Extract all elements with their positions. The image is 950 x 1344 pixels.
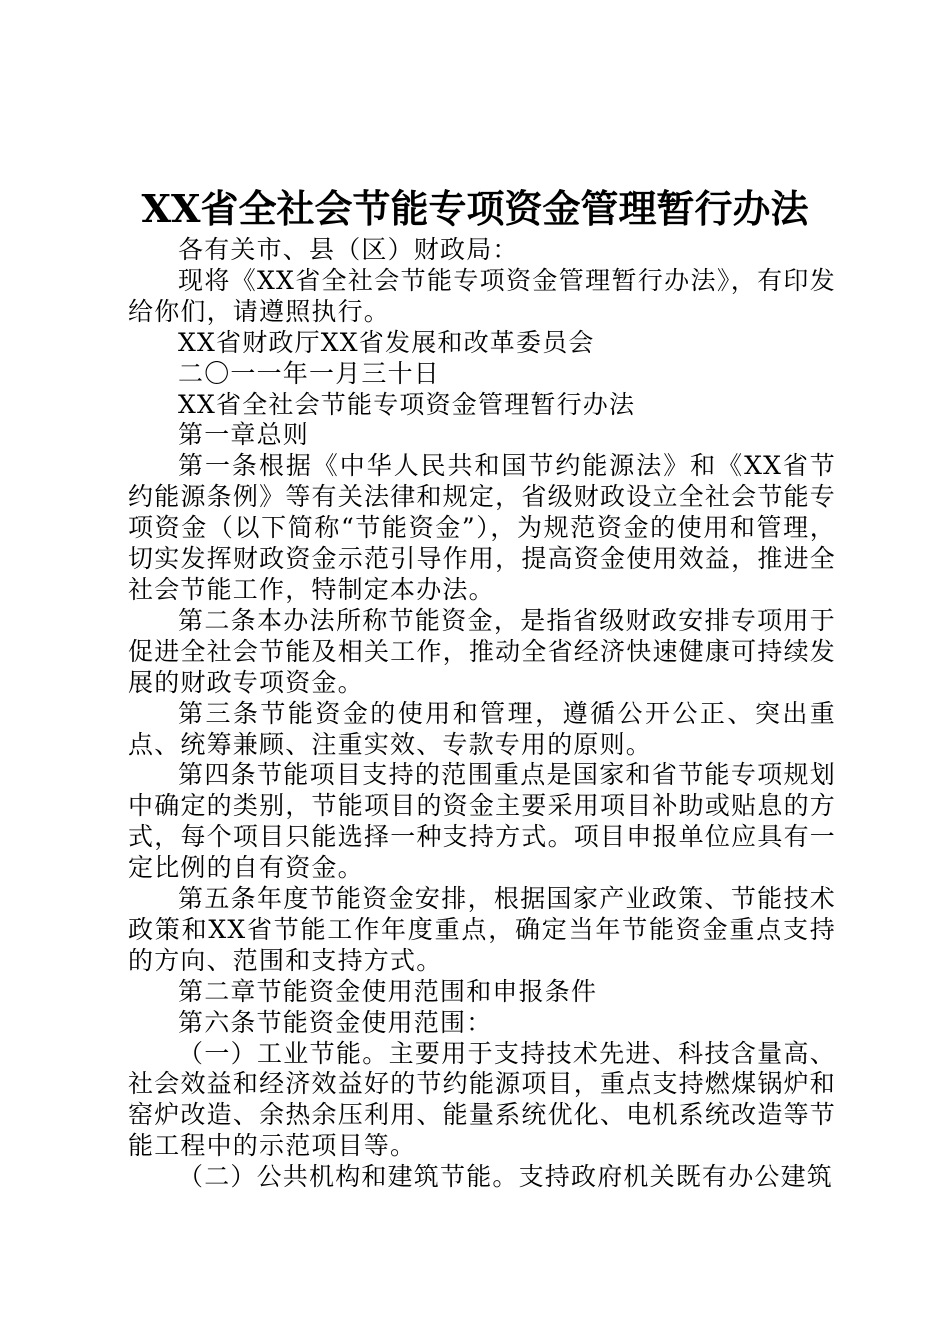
article-paragraph: 第一条根据《中华人民共和国节约能源法》和《XX省节约能源条例》等有关法律和规定，省级财政设立全社会节能专项资金（以下简称“节能资金”），为规范资金的使用和管理，切实发挥财政资金示范引导作用，提高资金使用效益，推进全社会节能工作，特制定本办法。 xyxy=(128,451,836,604)
paragraph-salutation: 各有关市、县（区）财政局： xyxy=(178,235,519,264)
article-paragraph: 第二条本办法所称节能资金，是指省级财政安排专项用于促进全社会节能及相关工作，推动全省经济快速健康可持续发展的财政专项资金。 xyxy=(128,605,836,697)
paragraph-date: 二〇一一年一月三十日 xyxy=(178,358,441,388)
paragraph-notice: 现将《XX省全社会节能专项资金管理暂行办法》，有印发给你们，请遵照执行。 xyxy=(128,265,836,326)
paragraph-issuer: XX省财政厅XX省发展和改革委员会 xyxy=(178,327,595,357)
article-paragraph: 第五条年度节能资金安排，根据国家产业政策、节能技术政策和XX省节能工作年度重点，确定当年节能资金重点支持的方向、范围和支持方式。 xyxy=(128,884,836,975)
chapter-heading: 第二章节能资金使用范围和申报条件 xyxy=(178,976,598,1006)
list-item: （一）工业节能。主要用于支持技术先进、科技含量高、社会效益和经济效益好的节约能源项目，重点支持燃煤锅炉和窑炉改造、余热余压利用、能量系统优化、电机系统改造等节能工程中的示范项目等。 xyxy=(128,1038,836,1161)
article-paragraph: 第四条节能项目支持的范围重点是国家和省节能专项规划中确定的类别，节能项目的资金主要采用项目补助或贴息的方式，每个项目只能选择一种支持方式。项目申报单位应具有一定比例的自有资金。 xyxy=(128,760,836,883)
list-item: （二）公共机构和建筑节能。支持政府机关既有办公建筑 xyxy=(178,1162,834,1192)
article-paragraph: 第三条节能资金的使用和管理，遵循公开公正、突出重点、统筹兼顾、注重实效、专款专用的原则。 xyxy=(128,698,836,759)
document-title: XX省全社会节能专项资金管理暂行办法 xyxy=(141,186,809,231)
chapter-heading: 第一章总则 xyxy=(178,420,310,450)
document-body xyxy=(128,235,836,1193)
article-paragraph: 第六条节能资金使用范围： xyxy=(178,1007,493,1037)
paragraph-subtitle: XX省全社会节能专项资金管理暂行办法 xyxy=(178,389,636,419)
